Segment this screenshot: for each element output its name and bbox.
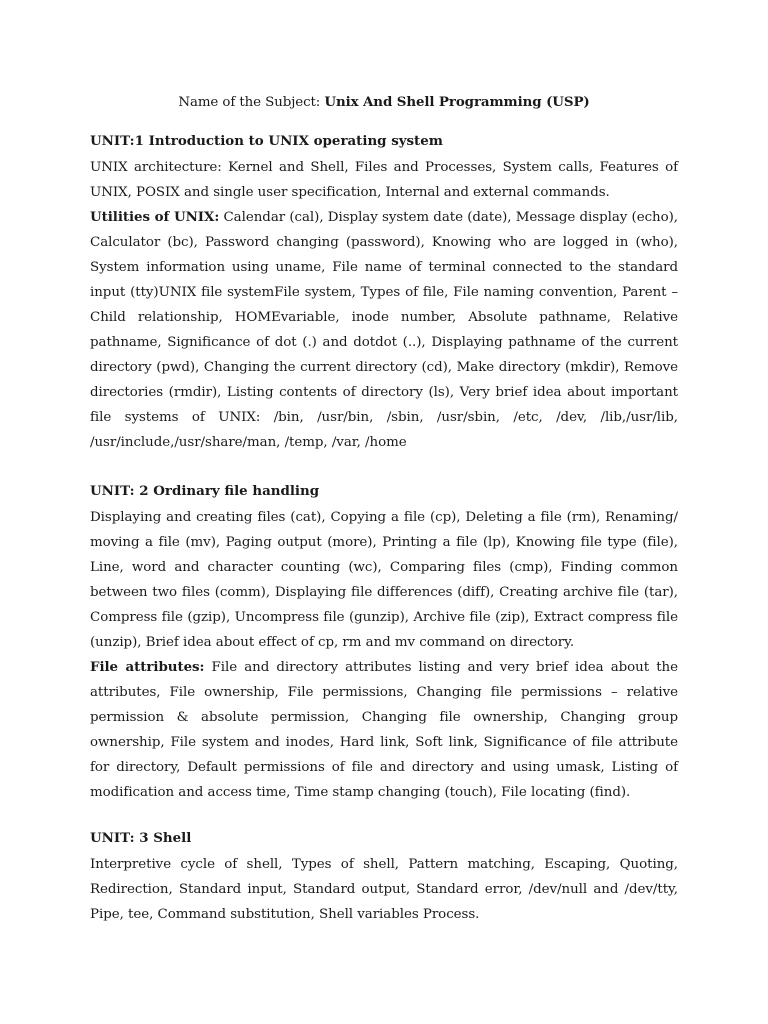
unit-1-paragraph-2	[90, 205, 678, 455]
paragraph-text: Calendar (cal), Display system date (date), Message display (echo), Calculator (bc), Password changing (password), Knowing who are logged in (who), System information using uname, File name of terminal connected to the standard input (tty)UNIX file systemFile system, Types of file, File naming convention, Parent – Child relationship, HOMEvariable, inode number, Absolute pathname, Relative pathname, Significance of dot (.) and dotdot (..), Displaying pathname of the current directory (pwd), Changing the current directory (cd), Make directory (mkdir), Remove directories (rmdir), Listing contents of directory (ls), Very brief idea about important file systems of UNIX: /bin, /usr/bin, /sbin, /usr/sbin, /etc, /dev, /lib,/usr/lib, /usr/include,/usr/share/man, /temp, /var, /home	[90, 210, 678, 450]
paragraph-text: Interpretive cycle of shell, Types of shell, Pattern matching, Escaping, Quoting, Redirection, Standard input, Standard output, Standard error, /dev/null and /dev/tty, Pipe, tee, Command substitution, Shell variables Process.	[90, 857, 678, 922]
paragraph-text: UNIX architecture: Kernel and Shell, Files and Processes, System calls, Features of UNIX, POSIX and single user specification, Internal and external commands.	[90, 160, 678, 200]
unit-2-heading: UNIT: 2 Ordinary file handling	[90, 483, 320, 499]
unit-3-paragraph-1	[90, 852, 678, 927]
subject-name: Unix And Shell Programming (USP)	[324, 94, 590, 110]
unit-3-section	[90, 827, 678, 927]
unit-2-paragraph-1	[90, 505, 678, 655]
paragraph-lead: Utilities of UNIX:	[90, 209, 220, 225]
title-prefix: Name of the Subject:	[178, 95, 325, 110]
page-title	[90, 92, 678, 113]
unit-1-paragraph-1	[90, 155, 678, 205]
paragraph-text: File and directory attributes listing and very brief idea about the attributes, File ownership, File permissions, Changing file permissions – relative permission & absolute permission, Changing file ownership, Changing group ownership, File system and inodes, Hard link, Soft link, Significance of file attribute for directory, Default permissions of file and directory and using umask, Listing of modification and access time, Time stamp changing (touch), File locating (find).	[90, 660, 678, 800]
unit-1-heading: UNIT:1 Introduction to UNIX operating system	[90, 133, 443, 149]
unit-2-paragraph-2	[90, 655, 678, 805]
paragraph-lead: File attributes:	[90, 659, 205, 675]
unit-2-section	[90, 480, 678, 805]
paragraph-text: Displaying and creating files (cat), Copying a file (cp), Deleting a file (rm), Renaming/ moving a file (mv), Paging output (more), Printing a file (lp), Knowing file type (file), Line, word and character counting (wc), Comparing files (cmp), Finding common between two files (comm), Displaying file differences (diff), Creating archive file (tar), Compress file (gzip), Uncompress file (gunzip), Archive file (zip), Extract compress file (unzip), Brief idea about effect of cp, rm and mv command on directory.	[90, 510, 678, 650]
unit-3-heading: UNIT: 3 Shell	[90, 830, 192, 846]
unit-1-section	[90, 130, 678, 455]
